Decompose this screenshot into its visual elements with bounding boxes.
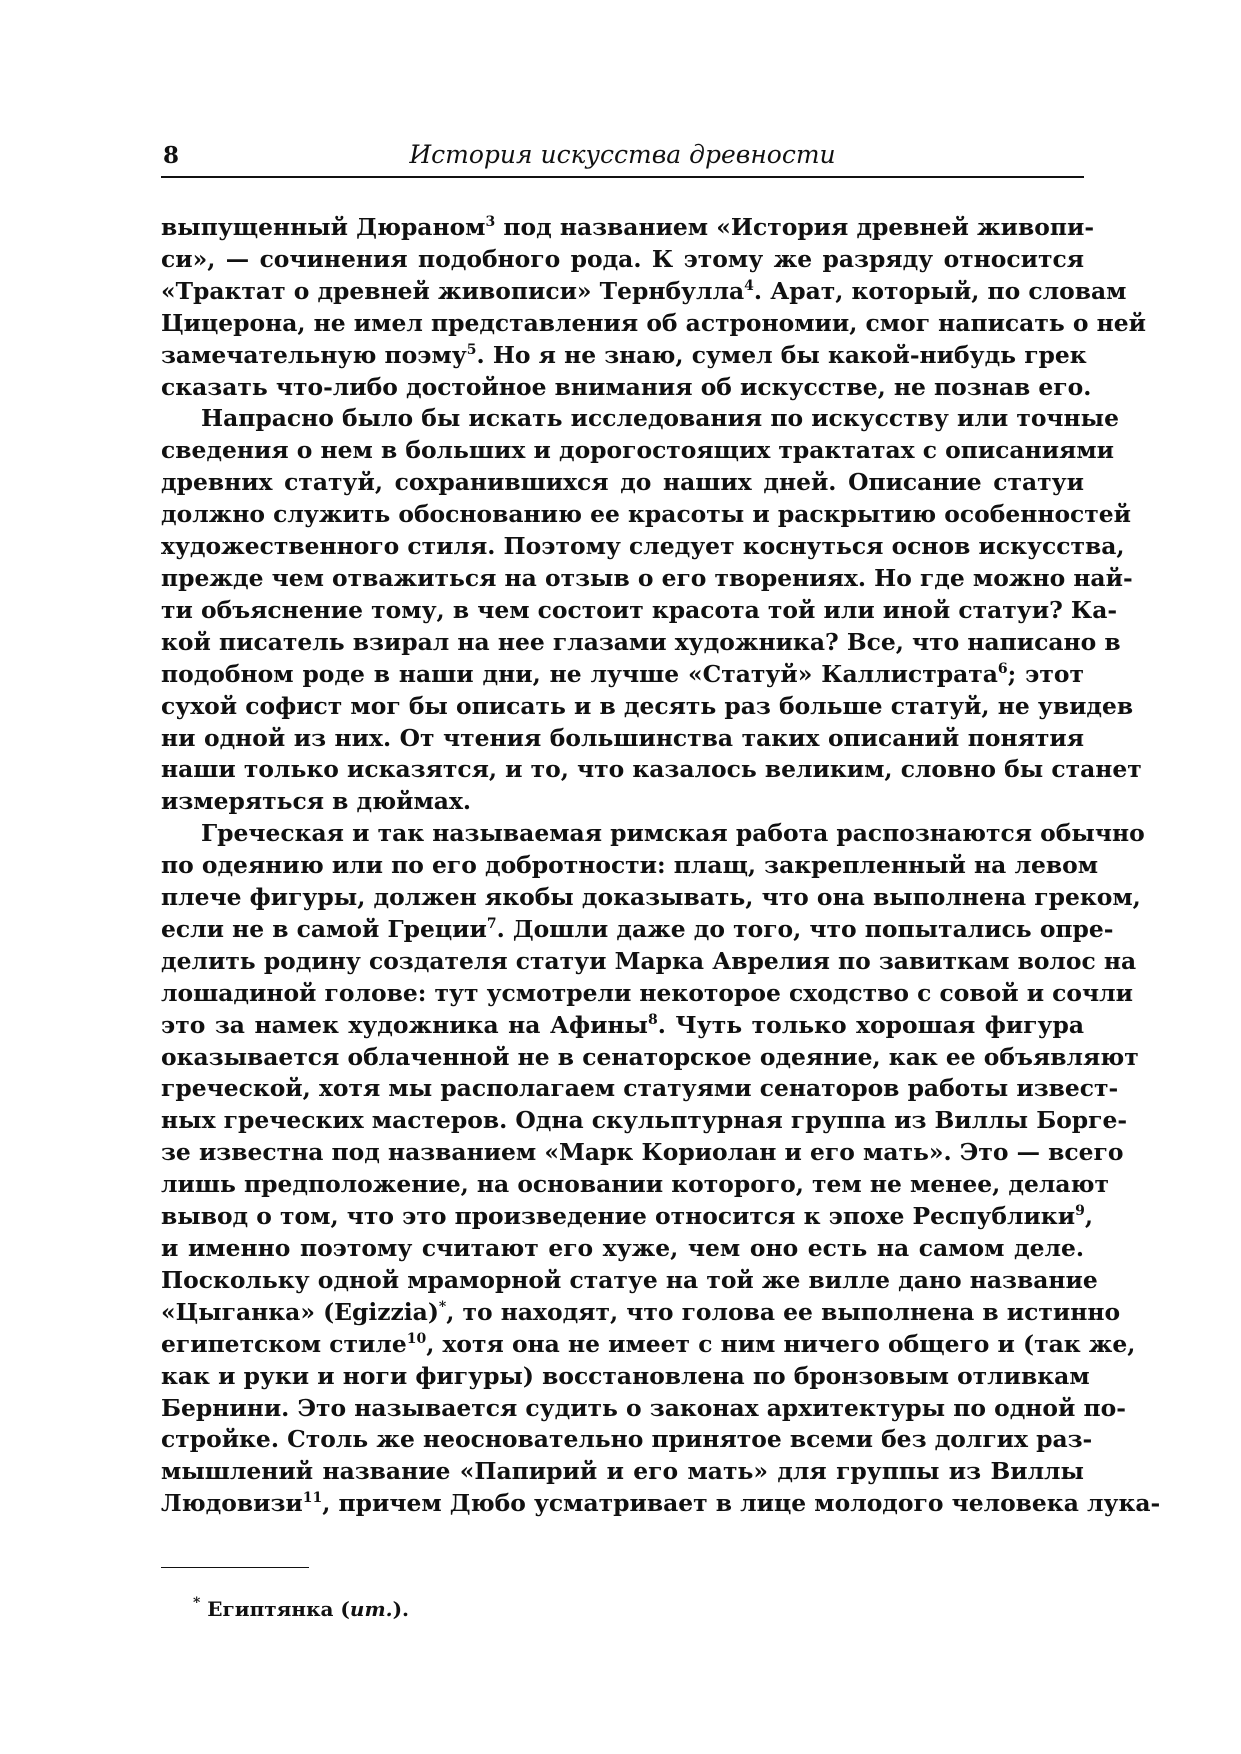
text-line (161, 1488, 1161, 1520)
line-text: Напрасно было бы искать исследования по искусству или точные (201, 404, 1119, 433)
text-line (161, 595, 1118, 627)
line-text: наши только исказятся, и то, что казалось великим, словно бы станет (161, 755, 1142, 784)
running-title: История искусства древности (409, 140, 836, 169)
line-text: сказать что-либо достойное внимания об искусстве, не познав его. (161, 372, 1092, 401)
line-text: «Цыганка» (Egizzia) (161, 1297, 439, 1326)
text-line (161, 786, 1084, 818)
footnote-rule (161, 1567, 309, 1568)
line-text: Поскольку одной мраморной статуе на той же вилле дано название (161, 1265, 1098, 1294)
line-text: Цицерона, не имел представления об астрономии, смог написать о ней (161, 308, 1146, 337)
text-line (161, 499, 1132, 531)
line-text: греческой, хотя мы располагаем статуями сенаторов работы извест- (161, 1074, 1119, 1103)
paragraph (161, 403, 1142, 818)
text-line (161, 850, 1099, 882)
line-text: египетском стиле (161, 1329, 407, 1358)
text-line (161, 435, 1114, 467)
footnote (193, 1597, 409, 1621)
text-line (161, 691, 1134, 723)
note-reference: 11 (302, 1490, 323, 1507)
footnote-text: Египтянка ( (200, 1597, 350, 1621)
text-line (161, 914, 1114, 946)
line-text: делить родину создателя статуи Марка Аврелия по завиткам волос на (161, 946, 1137, 975)
note-reference: * (438, 1298, 447, 1315)
text-line (161, 212, 1095, 244)
line-text: , (1084, 1202, 1093, 1231)
line-text: оказывается облаченной не в сенаторское одеяние, как ее объявляют (161, 1042, 1139, 1071)
line-text: сухой софист мог бы описать и в десять раз больше статуй, не увидев (161, 691, 1134, 720)
line-text: замечательную поэму (161, 340, 467, 369)
text-line (161, 723, 1084, 755)
text-line (161, 882, 1141, 914)
line-text: . Арат, который, по словам (753, 276, 1127, 305)
line-text: древних статуй, сохранившихся до наших дней. Описание статуи (161, 468, 1084, 497)
line-text: , причем Дюбо усматривает в лице молодого человека лука- (322, 1489, 1161, 1518)
text-line (161, 1393, 1126, 1425)
note-reference: 3 (485, 214, 496, 230)
text-line (161, 244, 1084, 276)
line-text: по одеянию или по его добротности: плащ, закрепленный на левом (161, 851, 1099, 880)
text-line (161, 531, 1125, 563)
text-line (161, 978, 1133, 1010)
text-line (161, 1169, 1109, 1201)
text-line (161, 1424, 1093, 1456)
footnote-close: ). (392, 1597, 410, 1621)
line-text: сведения о нем в больших и дорогостоящих трактатах с описаниями (161, 436, 1114, 465)
text-line (161, 563, 1133, 595)
line-text: Людовизи (161, 1489, 303, 1518)
line-text: ти объяснение тому, в чем состоит красота той или иной статуи? Ка- (161, 595, 1118, 624)
line-text: , то находят, что голова ее выполнена в истинно (446, 1297, 1121, 1326)
line-text: , хотя она не имеет с ним ничего общего и (так же, (426, 1329, 1136, 1358)
line-text: вывод о том, что это произведение относится к эпохе Республики (161, 1202, 1076, 1231)
note-reference: 4 (744, 277, 754, 294)
text-line (161, 1361, 1090, 1393)
note-reference: 6 (997, 660, 1008, 677)
page-header (161, 140, 1084, 178)
text-line (161, 276, 1127, 308)
footnote-language: ит. (349, 1597, 393, 1621)
line-text: зе известна под названием «Марк Кориолан и его мать». Это — всего (161, 1138, 1124, 1167)
line-text: лишь предположение, на основании которого, тем не менее, делают (161, 1170, 1109, 1199)
text-line (161, 1137, 1124, 1169)
line-text: «Трактат о древней живописи» Тернбулла (161, 276, 745, 305)
text-line (161, 372, 1092, 404)
line-text: лошадиной голове: тут усмотрели некоторое сходство с совой и сочли (161, 978, 1133, 1007)
line-text: плече фигуры, должен якобы доказывать, что она выполнена греком, (161, 883, 1141, 912)
line-text: . Но я не знаю, сумел бы какой-нибудь грек (476, 340, 1087, 369)
text-line (161, 1201, 1093, 1233)
line-text: си», — сочинения подобного рода. К этому же разряду относится (161, 244, 1084, 273)
text-line (161, 627, 1121, 659)
line-text: выпущенный Дюраном (161, 213, 486, 241)
note-reference: 7 (486, 915, 497, 932)
paragraph (161, 818, 1161, 1520)
line-text: как и руки и ноги фигуры) восстановлена по бронзовым отливкам (161, 1361, 1090, 1390)
line-text: . Дошли даже до того, что попытались опре- (496, 914, 1114, 943)
paragraph (161, 212, 1146, 403)
note-reference: 10 (406, 1330, 427, 1347)
text-line (161, 1010, 1084, 1042)
text-line (161, 754, 1142, 786)
text-line (161, 308, 1146, 340)
note-reference: 9 (1075, 1203, 1085, 1220)
text-line (161, 1329, 1136, 1361)
line-text: прежде чем отважиться на отзыв о его творениях. Но где можно най- (161, 563, 1133, 592)
line-text: ; этот (1007, 659, 1084, 688)
text-line (161, 1456, 1084, 1488)
text-line (161, 340, 1087, 372)
text-line (161, 1297, 1121, 1329)
line-text: Бернини. Это называется судить о законах архитектуры по одной по- (161, 1393, 1126, 1422)
text-line (161, 659, 1084, 691)
line-text: стройке. Столь же неосновательно принятое всеми без долгих раз- (161, 1425, 1093, 1454)
text-line (161, 818, 1145, 850)
line-text: если не в самой Греции (161, 914, 487, 943)
note-reference: 5 (466, 341, 477, 358)
line-text: подобном роде в наши дни, не лучше «Статуй» Каллистрата (161, 659, 998, 688)
page-number: 8 (163, 142, 180, 169)
line-text: художественного стиля. Поэтому следует коснуться основ искусства, (161, 532, 1125, 561)
line-text: должно служить обоснованию ее красоты и раскрытию особенностей (161, 500, 1132, 529)
text-line (161, 1105, 1128, 1137)
note-reference: 8 (648, 1011, 658, 1028)
text-line (161, 403, 1119, 435)
line-text: . Чуть только хорошая фигура (657, 1010, 1085, 1039)
line-text: ни одной из них. От чтения большинства таких описаний понятия (161, 723, 1084, 752)
line-text: Греческая и так называемая римская работа распознаются обычно (201, 819, 1145, 848)
text-line (161, 467, 1084, 499)
line-text: кой писатель взирал на нее глазами художника? Все, что написано в (161, 627, 1121, 656)
body-text (161, 212, 1161, 1520)
line-text: под названием «История древней живопи- (495, 213, 1095, 241)
line-text: мышлений название «Папирий и его мать» для группы из Виллы (161, 1457, 1084, 1486)
text-line (161, 946, 1137, 978)
text-line (161, 1042, 1139, 1074)
line-text: измеряться в дюймах. (161, 787, 472, 816)
text-line (161, 1233, 1084, 1265)
footnote-marker: * (193, 1595, 201, 1611)
line-text: ных греческих мастеров. Одна скульптурная группа из Виллы Борге- (161, 1106, 1128, 1135)
line-text: это за намек художника на Афины (161, 1010, 649, 1039)
line-text: и именно поэтому считают его хуже, чем оно есть на самом деле. (161, 1234, 1084, 1262)
text-line (161, 1265, 1098, 1297)
text-line (161, 1073, 1119, 1105)
